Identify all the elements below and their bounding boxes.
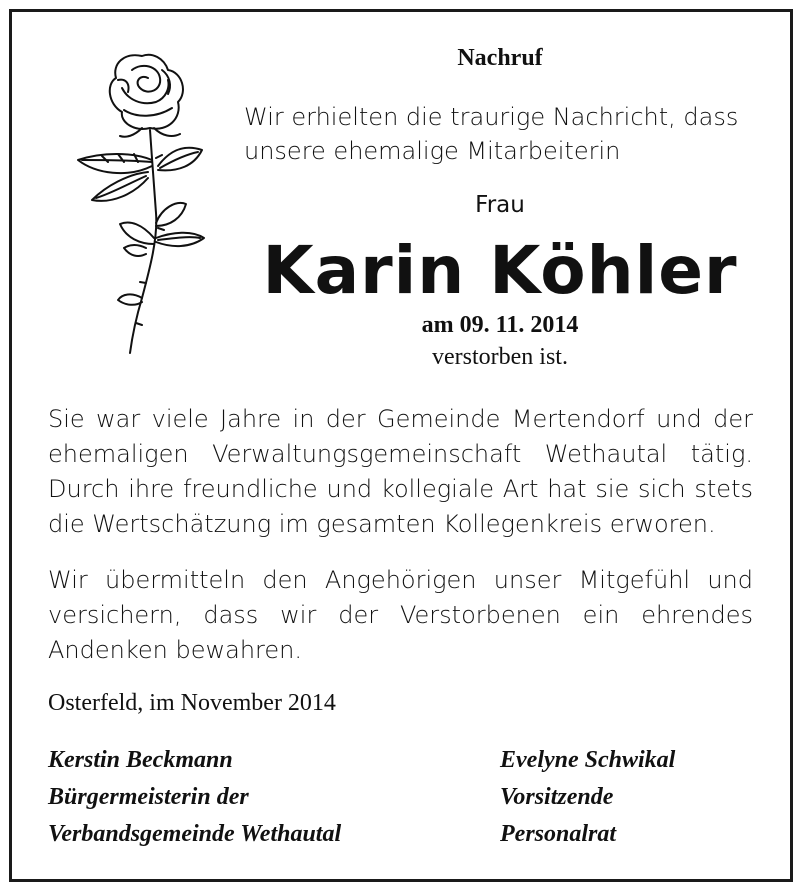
notice-title: Nachruf — [457, 45, 543, 71]
death-date: am 09. 11. 2014 — [421, 312, 579, 338]
intro-text — [244, 100, 764, 168]
place-date: Osterfeld, im November 2014 — [48, 690, 336, 716]
signatory-title: Vorsitzende — [500, 784, 614, 810]
signatory-left — [48, 742, 341, 853]
signatory-title: Personalrat — [500, 821, 617, 847]
deceased-name: Karin Köhler — [262, 232, 738, 309]
signatory-title: Bürgermeisterin der — [48, 784, 249, 810]
signatory-title: Verbandsgemeinde Wethautal — [48, 821, 342, 847]
died-line: verstorben ist. — [432, 344, 568, 370]
rose-icon — [72, 48, 212, 360]
body-paragraph: Wir übermitteln den Angehörigen unser Mitgefühl und versichern, dass wir der Verstorbenen ein ehrendes Andenken bewahren. — [48, 566, 753, 664]
intro-line: unsere ehemalige Mitarbeiterin — [244, 137, 621, 165]
salutation: Frau — [475, 192, 525, 218]
body-paragraph: Sie war viele Jahre in der Gemeinde Mertendorf und der ehemaligen Verwaltungsgemeinschaft Wethautal tätig. Durch ihre freundliche und kollegiale Art hat sie sich stets die Wertschätzung im gesamten Kollegenkreis erworen. — [48, 405, 753, 538]
intro-line: Wir erhielten die traurige Nachricht, dass — [244, 103, 739, 131]
signatory-right — [500, 742, 675, 853]
signatory-name: Kerstin Beckmann — [48, 747, 233, 773]
signatory-name: Evelyne Schwikal — [500, 747, 676, 773]
